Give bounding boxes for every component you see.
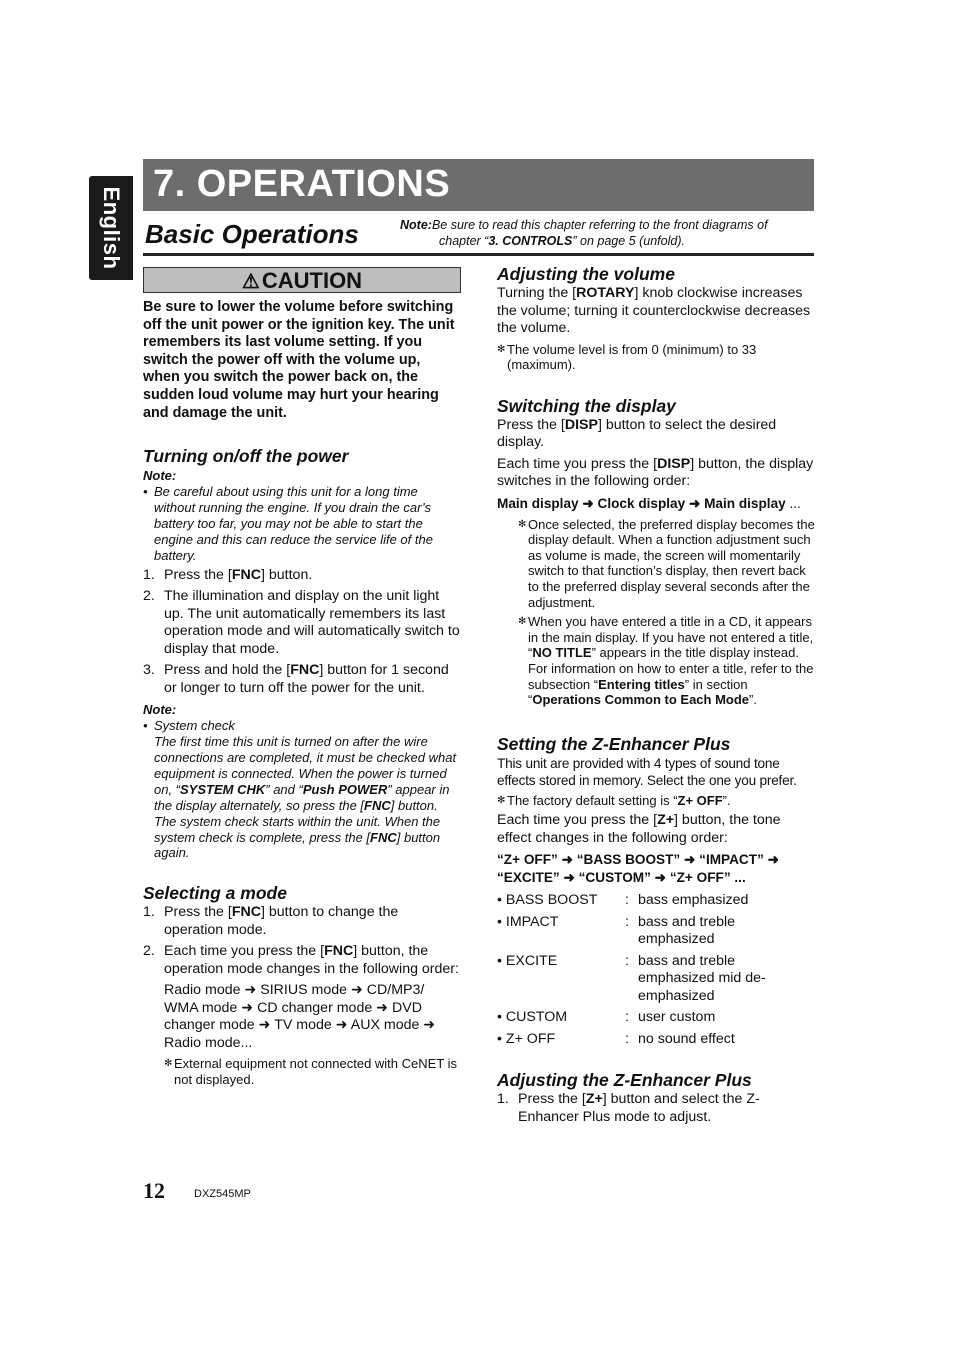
zmode-name: • BASS BOOST: [497, 892, 598, 909]
language-tab-label: English: [99, 186, 124, 270]
zset-heading: Setting the Z-Enhancer Plus: [497, 733, 731, 754]
top-note-line2: [400, 233, 814, 249]
zadj-steps: [497, 1091, 815, 1126]
table-row: • BASS BOOST : bass emphasized: [497, 892, 815, 914]
zset-footnote: ✻ The factory default setting is “Z+ OFF”.: [497, 792, 731, 808]
zset-intro: This unit are provided with 4 types of sound tone effects stored in memory. Select the one you prefer.: [497, 755, 797, 788]
chapter-header: [143, 159, 814, 211]
zmode-desc: bass and treble emphasized mid de-emphasized: [638, 952, 766, 1004]
table-row: • IMPACT : bass and treble emphasized: [497, 914, 815, 953]
note-text: Be careful about using this unit for a long time without running the engine. If you drain the car’s battery too far, you may not be able to start the engine and this can reduce the service life of the battery.: [154, 484, 433, 563]
step-item: 2. Each time you press the [FNC] button, the operation mode changes in the following order:: [143, 943, 459, 977]
zmode-name: • CUSTOM: [497, 1009, 568, 1026]
step-item: [143, 662, 461, 697]
section-title: Basic Operations: [145, 219, 359, 249]
note-item: • System check: [143, 718, 235, 734]
zmode-table: [497, 892, 815, 1052]
volume-text: Turning the [ROTARY] knob clockwise increases the volume; turning it counterclockwise decreases the volume.: [497, 285, 811, 336]
step-number: 3.: [143, 662, 155, 679]
step-number: 1.: [143, 566, 155, 583]
top-note-line1: Be sure to read this chapter referring to the front diagrams of: [431, 218, 768, 232]
note-item: • Be careful about using this unit for a long time without running the engine. If you drain the car’s battery too far, you may not be able to start the engine and this can reduce the service life of the battery.: [143, 484, 433, 563]
top-note-text: chapter “: [439, 234, 489, 248]
table-row: • CUSTOM : user custom: [497, 1009, 815, 1031]
zmode-desc: bass emphasized: [638, 892, 749, 909]
step-text: ] button.: [261, 566, 313, 583]
display-heading: Switching the display: [497, 395, 676, 416]
zset-text: Each time you press the [Z+] button, the tone effect changes in the following order:: [497, 812, 781, 846]
page-number: 12: [143, 1178, 165, 1203]
mode-sequence: Radio mode ➜ SIRIUS mode ➜ CD/MP3/ WMA mode ➜ CD changer mode ➜ DVD changer mode ➜ TV mode ➜ AUX mode ➜ Radio mode...: [164, 982, 436, 1051]
zmode-name: • Z+ OFF: [497, 1030, 556, 1047]
zmode-desc: bass and treble emphasized: [638, 913, 736, 948]
mode-steps: [143, 904, 461, 978]
power-heading: Turning on/off the power: [143, 446, 349, 467]
table-row: • Z+ OFF : no sound effect: [497, 1031, 815, 1053]
volume-heading: Adjusting the volume: [497, 264, 675, 284]
step-text: Press and hold the [: [164, 662, 291, 679]
step-number: 2.: [143, 588, 155, 605]
warning-icon: ⚠: [241, 271, 260, 293]
zmode-name: • IMPACT: [497, 913, 559, 930]
language-tab: [89, 176, 133, 280]
step-item: [143, 588, 461, 658]
button-name: FNC: [231, 566, 261, 583]
top-note-text: ” on page 5 (unfold).: [572, 234, 685, 248]
button-name: FNC: [290, 662, 320, 679]
step-item: 1. Press the [Z+] button and select the Z-Enhancer Plus mode to adjust.: [497, 1091, 760, 1125]
zmode-name: • EXCITE: [497, 952, 558, 969]
power-steps: [143, 567, 461, 698]
note-label: Note:: [143, 702, 177, 718]
display-footnote-1: ✻ Once selected, the preferred display becomes the display default. When a function adjustment such as volume is made, the screen will momentarily switch to that function’s display, then revert back to the preferred display several seconds after the adjustment.: [518, 516, 815, 610]
note-text: System check: [154, 718, 235, 734]
mode-footnote: ✻ External equipment not connected with CeNET is not displayed.: [164, 1056, 458, 1087]
step-text: ] button for 1 second or longer to turn off the power for the unit.: [164, 662, 449, 696]
step-text: Press the [: [164, 566, 232, 583]
caution-label: CAUTION: [261, 268, 363, 293]
caution-box: [143, 267, 461, 293]
header-rule: [143, 253, 814, 256]
mode-heading: Selecting a mode: [143, 883, 287, 904]
step-item: 1. Press the [FNC] button to change the operation mode.: [143, 904, 399, 938]
left-column: [143, 267, 461, 1088]
top-note: [400, 217, 814, 249]
step-text: The illumination and display on the unit light up. The unit automatically remembers its last operation mode and will automatically switch to display that mode.: [164, 588, 460, 657]
table-row: • EXCITE : bass and treble emphasized mid de-emphasized: [497, 953, 815, 1010]
zmode-desc: no sound effect: [638, 1030, 735, 1047]
display-sequence: Main display ➜ Clock display ➜ Main display ...: [497, 495, 801, 511]
chapter-title: 7. OPERATIONS: [153, 163, 451, 205]
step-item: [143, 567, 461, 585]
top-note-bold: 3. CONTROLS: [488, 234, 573, 248]
zadj-heading: Adjusting the Z-Enhancer Plus: [497, 1070, 752, 1091]
zmode-desc: user custom: [638, 1009, 716, 1026]
model-name: DXZ545MP: [194, 1188, 251, 1200]
system-check-text: The first time this unit is turned on after the wire connections are completed, it must be checked what equipment is connected. When the power is turned on, “SYSTEM CHK” and “Push POWER” appear in the display alternately, so press the [FNC] button. The system check starts within the unit. When the system check is complete, press the [FNC] button again.: [154, 734, 457, 861]
display-text-1: Press the [DISP] button to select the desired display.: [497, 416, 777, 451]
top-note-label: Note:: [400, 218, 432, 232]
note-label: Note:: [143, 468, 177, 484]
display-footnote-2: ✻ When you have entered a title in a CD, it appears in the main display. If you have not entered a title, “NO TITLE” appears in the title display instead. For information on how to enter a title, refer to the subsection “Entering titles” in section “Operations Common to Each Mode”.: [518, 614, 814, 708]
caution-text: Be sure to lower the volume before switching off the unit power or the ignition key. The unit remembers its last volume setting. If you switch the power off with the volume up, when you switch the power back on, the sudden loud volume may hurt your hearing and damage the unit.: [143, 299, 455, 421]
display-text-2: Each time you press the [DISP] button, the display switches in the following order:: [497, 455, 814, 490]
right-column: [497, 264, 815, 1130]
zset-sequence: “Z+ OFF” ➜ “BASS BOOST” ➜ “IMPACT” ➜ “EXCITE” ➜ “CUSTOM” ➜ “Z+ OFF” ...: [497, 852, 780, 886]
volume-footnote: ✻ The volume level is from 0 (minimum) to 33 (maximum).: [497, 341, 757, 373]
